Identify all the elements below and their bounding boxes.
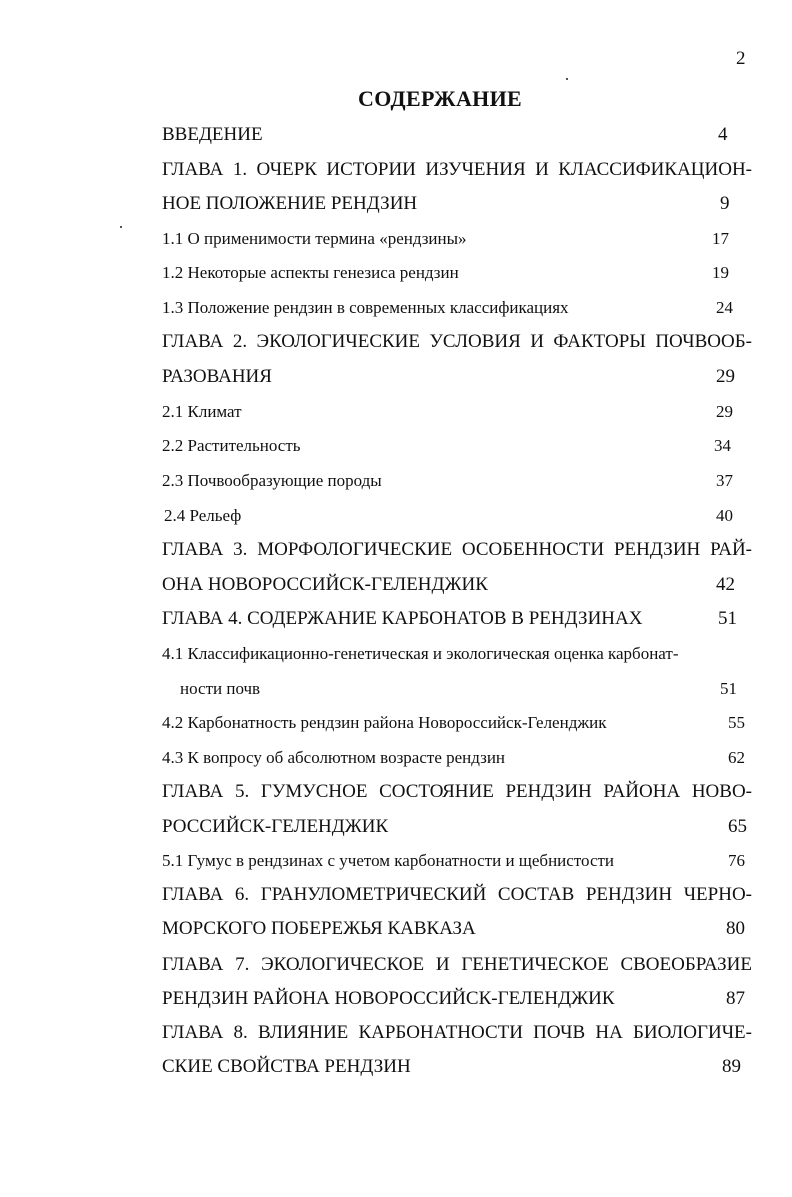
- toc-entry-title: 2.3 Почвообразующие породы: [162, 471, 382, 490]
- page-title: СОДЕРЖАНИЕ: [358, 86, 522, 111]
- toc-entry-page: 29: [716, 402, 733, 421]
- toc-entry: [162, 604, 752, 634]
- toc-entry: [162, 743, 752, 773]
- toc-entry-page: 42: [716, 574, 735, 595]
- toc-entry-title: ГЛАВА 4. СОДЕРЖАНИЕ КАРБОНАТОВ В РЕНДЗИНАХ: [162, 608, 643, 629]
- toc-entry-page: 4: [718, 124, 728, 145]
- toc-entry: [162, 777, 752, 807]
- toc-entry-page: 34: [714, 436, 731, 455]
- toc-entry-title: 5.1 Гумус в рендзинах с учетом карбонатности и щебнистости: [162, 851, 615, 870]
- toc-entry-title: РАЗОВАНИЯ: [162, 366, 272, 387]
- toc-entry: [162, 570, 752, 600]
- toc-entry-page: 51: [720, 679, 737, 698]
- toc-entry-title: РЕНДЗИН РАЙОНА НОВОРОССИЙСК-ГЕЛЕНДЖИК: [162, 988, 615, 1009]
- toc-entry: [162, 950, 752, 980]
- toc-entry: [162, 397, 752, 427]
- toc-entry-title: МОРСКОГО ПОБЕРЕЖЬЯ КАВКАЗА: [162, 918, 476, 939]
- toc-entry: [162, 466, 752, 496]
- toc-entry-title: ГЛАВА 2. ЭКОЛОГИЧЕСКИЕ УСЛОВИЯ И ФАКТОРЫ ПОЧВООБ-: [162, 331, 752, 352]
- toc-entry-page: 24: [716, 298, 733, 317]
- toc-entry-page: 62: [728, 748, 745, 767]
- toc-entry: [162, 984, 752, 1014]
- toc-entry: [162, 362, 752, 392]
- toc-entry-page: 19: [712, 263, 729, 282]
- toc-entry: [162, 1018, 752, 1048]
- toc-entry: [162, 708, 752, 738]
- toc-entry-title: СКИЕ СВОЙСТВА РЕНДЗИН: [162, 1056, 411, 1077]
- toc-entry-title: НОЕ ПОЛОЖЕНИЕ РЕНДЗИН: [162, 193, 418, 214]
- toc-entry: [162, 1052, 752, 1082]
- toc-entry-title: ГЛАВА 7. ЭКОЛОГИЧЕСКОЕ И ГЕНЕТИЧЕСКОЕ СВОЕОБРАЗИЕ: [162, 954, 752, 975]
- toc-entry: [162, 914, 752, 944]
- toc-entry: [162, 120, 752, 150]
- toc-entry-title: ВВЕДЕНИЕ: [162, 124, 263, 145]
- toc-entry: [162, 155, 752, 185]
- toc-entry-page: 37: [716, 471, 733, 490]
- toc-entry-title: ности почв: [180, 679, 261, 698]
- toc-entry: [162, 639, 752, 669]
- toc-entry-title: ГЛАВА 3. МОРФОЛОГИЧЕСКИЕ ОСОБЕННОСТИ РЕНДЗИН РАЙ-: [162, 539, 752, 560]
- toc-entry-title: 1.3 Положение рендзин в современных классификациях: [162, 298, 569, 317]
- toc-entry-page: 76: [728, 851, 745, 870]
- toc-entry-page: 29: [716, 366, 735, 387]
- toc-entry-title: 1.1 О применимости термина «рендзины»: [162, 229, 467, 248]
- toc-entry-page: 51: [718, 608, 737, 629]
- toc-entry: [162, 189, 752, 219]
- toc-entry: [162, 880, 752, 910]
- toc-entry-title: ГЛАВА 8. ВЛИЯНИЕ КАРБОНАТНОСТИ ПОЧВ НА БИОЛОГИЧЕ-: [162, 1022, 752, 1043]
- toc-entry-title: 2.1 Климат: [162, 402, 242, 421]
- toc-entry: [162, 431, 752, 461]
- toc-entry-title: 1.2 Некоторые аспекты генезиса рендзин: [162, 263, 459, 282]
- toc-entry-page: 17: [712, 229, 729, 248]
- toc-entry-page: 9: [720, 193, 730, 214]
- toc-entry-title: ГЛАВА 1. ОЧЕРК ИСТОРИИ ИЗУЧЕНИЯ И КЛАССИФИКАЦИОН-: [162, 159, 752, 180]
- toc-entry-title: 2.2 Растительность: [162, 436, 301, 455]
- toc-entry: [180, 674, 770, 704]
- toc-entry-title: 4.1 Классификационно-генетическая и экологическая оценка карбонат-: [162, 644, 679, 663]
- toc-entry-page: 55: [728, 713, 745, 732]
- toc-entry-page: 87: [726, 988, 745, 1009]
- toc-entry-page: 80: [726, 918, 745, 939]
- toc-entry-title: ГЛАВА 6. ГРАНУЛОМЕТРИЧЕСКИЙ СОСТАВ РЕНДЗИН ЧЕРНО-: [162, 884, 752, 905]
- toc-entry-title: 4.3 К вопросу об абсолютном возрасте рендзин: [162, 748, 506, 767]
- toc-entry-title: 2.4 Рельеф: [164, 506, 242, 525]
- toc-entry: [162, 224, 752, 254]
- toc-entry-title: ОНА НОВОРОССИЙСК-ГЕЛЕНДЖИК: [162, 574, 488, 595]
- toc-entry-page: 89: [722, 1056, 741, 1077]
- toc-entry-title: ГЛАВА 5. ГУМУСНОЕ СОСТОЯНИЕ РЕНДЗИН РАЙОНА НОВО-: [162, 781, 752, 802]
- toc-entry-title: РОССИЙСК-ГЕЛЕНДЖИК: [162, 816, 389, 837]
- toc-entry-page: 65: [728, 816, 747, 837]
- toc-entry: [164, 501, 754, 531]
- toc-entry: [162, 293, 752, 323]
- toc-entry-page: 40: [716, 506, 733, 525]
- toc-entry-title: 4.2 Карбонатность рендзин района Новороссийск-Геленджик: [162, 713, 607, 732]
- toc-entry: [162, 846, 752, 876]
- toc-entry: [162, 258, 752, 288]
- page-number: 2: [736, 48, 746, 69]
- toc-entry: [162, 327, 752, 357]
- toc-entry: [162, 535, 752, 565]
- toc-entry: [162, 812, 752, 842]
